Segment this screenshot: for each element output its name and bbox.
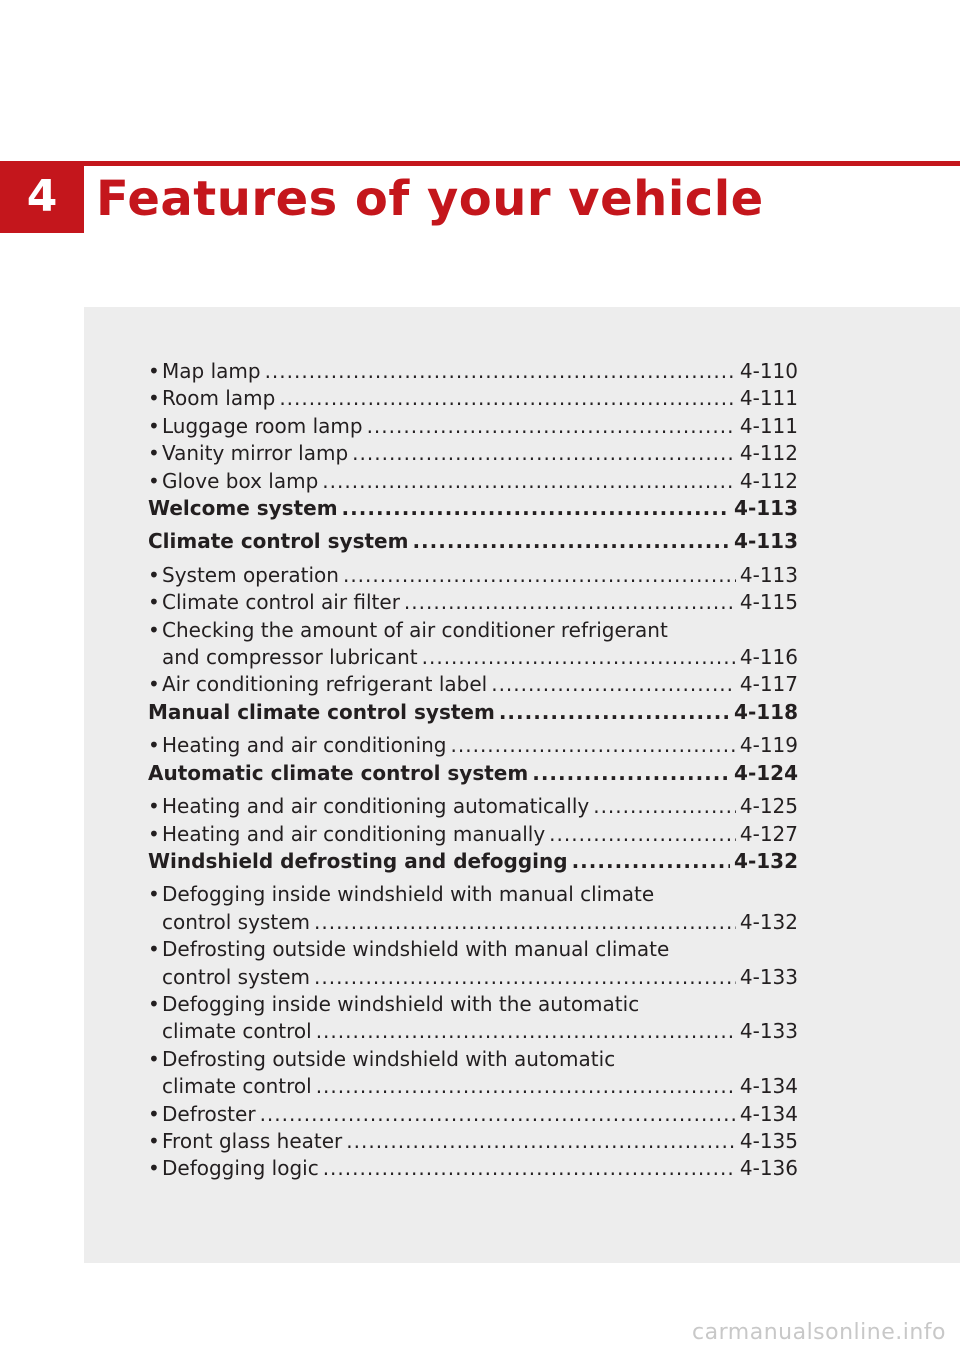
toc-entry-label: Automatic climate control system bbox=[148, 760, 529, 785]
toc-page-number: 4-116 bbox=[739, 645, 798, 670]
toc-section-entry[interactable] bbox=[148, 848, 798, 875]
toc-page-number: 4-118 bbox=[734, 699, 798, 724]
toc-entry-label: Glove box lamp bbox=[162, 468, 319, 493]
toc-entry-label: Heating and air conditioning automatically bbox=[162, 794, 590, 819]
bullet-icon: • bbox=[148, 1101, 160, 1126]
toc-entry-label-continued: climate control bbox=[162, 1074, 312, 1099]
toc-entry-label-continued: control system bbox=[162, 909, 310, 934]
bullet-icon: • bbox=[148, 562, 160, 587]
toc-entry-line bbox=[148, 964, 798, 991]
toc-page-number: 4-136 bbox=[739, 1156, 798, 1181]
toc-section-entry[interactable] bbox=[148, 760, 798, 787]
dot-leader bbox=[412, 528, 730, 555]
toc-page-number: 4-125 bbox=[739, 794, 798, 819]
bullet-icon: • bbox=[148, 882, 160, 907]
table-of-contents bbox=[148, 358, 798, 1183]
toc-entry-line bbox=[148, 991, 798, 1018]
toc-entry-line bbox=[148, 936, 798, 963]
bullet-icon: • bbox=[148, 590, 160, 615]
bullet-icon: • bbox=[148, 937, 160, 962]
toc-page-number: 4-134 bbox=[739, 1074, 798, 1099]
toc-entry-label: Heating and air conditioning bbox=[162, 733, 447, 758]
toc-page-number: 4-113 bbox=[734, 529, 798, 554]
toc-subentry[interactable] bbox=[148, 936, 798, 991]
dot-leader bbox=[404, 589, 736, 616]
toc-page-number: 4-112 bbox=[739, 441, 798, 466]
dot-leader bbox=[342, 495, 730, 522]
toc-entry-line bbox=[148, 1018, 798, 1045]
toc-page-number: 4-133 bbox=[739, 1019, 798, 1044]
toc-page-number: 4-113 bbox=[734, 496, 798, 521]
dot-leader bbox=[265, 358, 736, 385]
toc-entry-label-continued: climate control bbox=[162, 1019, 312, 1044]
toc-page-number: 4-119 bbox=[739, 733, 798, 758]
bullet-icon: • bbox=[148, 1046, 160, 1071]
toc-subentry[interactable] bbox=[148, 617, 798, 672]
toc-entry-label: Air conditioning refrigerant label bbox=[162, 672, 488, 697]
toc-entry-label: Vanity mirror lamp bbox=[162, 441, 349, 466]
toc-section-entry[interactable] bbox=[148, 699, 798, 726]
bullet-icon: • bbox=[148, 413, 160, 438]
dot-leader bbox=[316, 1073, 736, 1100]
dot-leader bbox=[346, 1128, 736, 1155]
toc-entry-label: Defrosting outside windshield with automatic bbox=[162, 1046, 616, 1071]
toc-page-number: 4-111 bbox=[739, 413, 798, 438]
toc-entry-label: Luggage room lamp bbox=[162, 413, 363, 438]
bullet-icon: • bbox=[148, 733, 160, 758]
toc-subentry[interactable] bbox=[148, 821, 798, 848]
toc-entry-label: Room lamp bbox=[162, 386, 276, 411]
dot-leader bbox=[532, 760, 730, 787]
dot-leader bbox=[314, 909, 736, 936]
dot-leader bbox=[549, 821, 736, 848]
toc-subentry[interactable] bbox=[148, 732, 798, 759]
toc-entry-label: Welcome system bbox=[148, 496, 338, 521]
toc-page-number: 4-115 bbox=[739, 590, 798, 615]
bullet-icon: • bbox=[148, 386, 160, 411]
toc-entry-label-continued: control system bbox=[162, 964, 310, 989]
bullet-icon: • bbox=[148, 441, 160, 466]
bullet-icon: • bbox=[148, 359, 160, 383]
dot-leader bbox=[323, 1155, 736, 1182]
toc-entry-line bbox=[148, 644, 798, 671]
dot-leader bbox=[367, 413, 736, 440]
toc-entry-label: Defrosting outside windshield with manual climate bbox=[162, 937, 670, 962]
toc-page-number: 4-110 bbox=[739, 359, 798, 383]
bullet-icon: • bbox=[148, 617, 160, 642]
toc-entry-label: Climate control air filter bbox=[162, 590, 400, 615]
toc-section-entry[interactable] bbox=[148, 528, 798, 555]
dot-leader bbox=[352, 440, 736, 467]
dot-leader bbox=[572, 848, 730, 875]
watermark: carmanualsonline.info bbox=[692, 1320, 946, 1345]
dot-leader bbox=[422, 644, 736, 671]
bullet-icon: • bbox=[148, 468, 160, 493]
bullet-icon: • bbox=[148, 991, 160, 1016]
toc-page-number: 4-111 bbox=[739, 386, 798, 411]
toc-subentry[interactable] bbox=[148, 1128, 798, 1155]
toc-entry-label-continued: and compressor lubricant bbox=[162, 645, 418, 670]
toc-subentry[interactable] bbox=[148, 1046, 798, 1101]
dot-leader bbox=[314, 964, 736, 991]
toc-subentry[interactable] bbox=[148, 671, 798, 698]
dot-leader bbox=[343, 562, 736, 589]
toc-subentry[interactable] bbox=[148, 793, 798, 820]
toc-page-number: 4-132 bbox=[734, 848, 798, 873]
toc-page-number: 4-112 bbox=[739, 468, 798, 493]
toc-entry-label: Climate control system bbox=[148, 529, 409, 554]
toc-page-number: 4-135 bbox=[739, 1128, 798, 1153]
chapter-title: Features of your vehicle bbox=[96, 171, 764, 227]
bullet-icon: • bbox=[148, 1156, 160, 1181]
bullet-icon: • bbox=[148, 672, 160, 697]
toc-subentry[interactable] bbox=[148, 589, 798, 616]
toc-subentry[interactable] bbox=[148, 440, 798, 467]
toc-entry-line bbox=[148, 881, 798, 908]
dot-leader bbox=[451, 732, 736, 759]
dot-leader bbox=[593, 793, 736, 820]
dot-leader bbox=[499, 699, 730, 726]
toc-subentry[interactable] bbox=[148, 1155, 798, 1182]
toc-entry-label: Defogging inside windshield with manual climate bbox=[162, 882, 655, 907]
toc-subentry[interactable] bbox=[148, 358, 798, 385]
dot-leader bbox=[316, 1018, 736, 1045]
toc-subentry[interactable] bbox=[148, 991, 798, 1046]
dot-leader bbox=[279, 385, 736, 412]
dot-leader bbox=[322, 468, 736, 495]
toc-section-entry[interactable] bbox=[148, 495, 798, 522]
toc-page-number: 4-132 bbox=[739, 909, 798, 934]
toc-page-number: 4-117 bbox=[739, 672, 798, 697]
toc-entry-line bbox=[148, 1046, 798, 1073]
toc-entry-label: Checking the amount of air conditioner refrigerant bbox=[162, 617, 668, 642]
toc-subentry[interactable] bbox=[148, 468, 798, 495]
toc-entry-label: Windshield defrosting and defogging bbox=[148, 848, 568, 873]
dot-leader bbox=[491, 671, 736, 698]
toc-entry-label: Manual climate control system bbox=[148, 699, 495, 724]
toc-subentry[interactable] bbox=[148, 881, 798, 936]
toc-entry-label: Heating and air conditioning manually bbox=[162, 821, 546, 846]
toc-subentry[interactable] bbox=[148, 413, 798, 440]
toc-subentry[interactable] bbox=[148, 562, 798, 589]
chapter-number-badge: 4 bbox=[0, 161, 84, 233]
toc-entry-label: Defogging logic bbox=[162, 1156, 319, 1181]
bullet-icon: • bbox=[148, 821, 160, 846]
toc-page-number: 4-113 bbox=[739, 562, 798, 587]
bullet-icon: • bbox=[148, 794, 160, 819]
toc-entry-label: Defogging inside windshield with the automatic bbox=[162, 991, 640, 1016]
toc-subentry[interactable] bbox=[148, 1101, 798, 1128]
toc-page-number: 4-134 bbox=[739, 1101, 798, 1126]
toc-entry-label: Map lamp bbox=[162, 359, 261, 383]
toc-entry-line bbox=[148, 909, 798, 936]
toc-page-number: 4-133 bbox=[739, 964, 798, 989]
toc-entry-line bbox=[148, 1073, 798, 1100]
toc-subentry[interactable] bbox=[148, 385, 798, 412]
toc-page-number: 4-124 bbox=[734, 760, 798, 785]
toc-page-number: 4-127 bbox=[739, 821, 798, 846]
bullet-icon: • bbox=[148, 1128, 160, 1153]
dot-leader bbox=[260, 1101, 736, 1128]
toc-entry-line bbox=[148, 617, 798, 644]
toc-entry-label: System operation bbox=[162, 562, 339, 587]
toc-entry-label: Defroster bbox=[162, 1101, 256, 1126]
toc-entry-label: Front glass heater bbox=[162, 1128, 343, 1153]
